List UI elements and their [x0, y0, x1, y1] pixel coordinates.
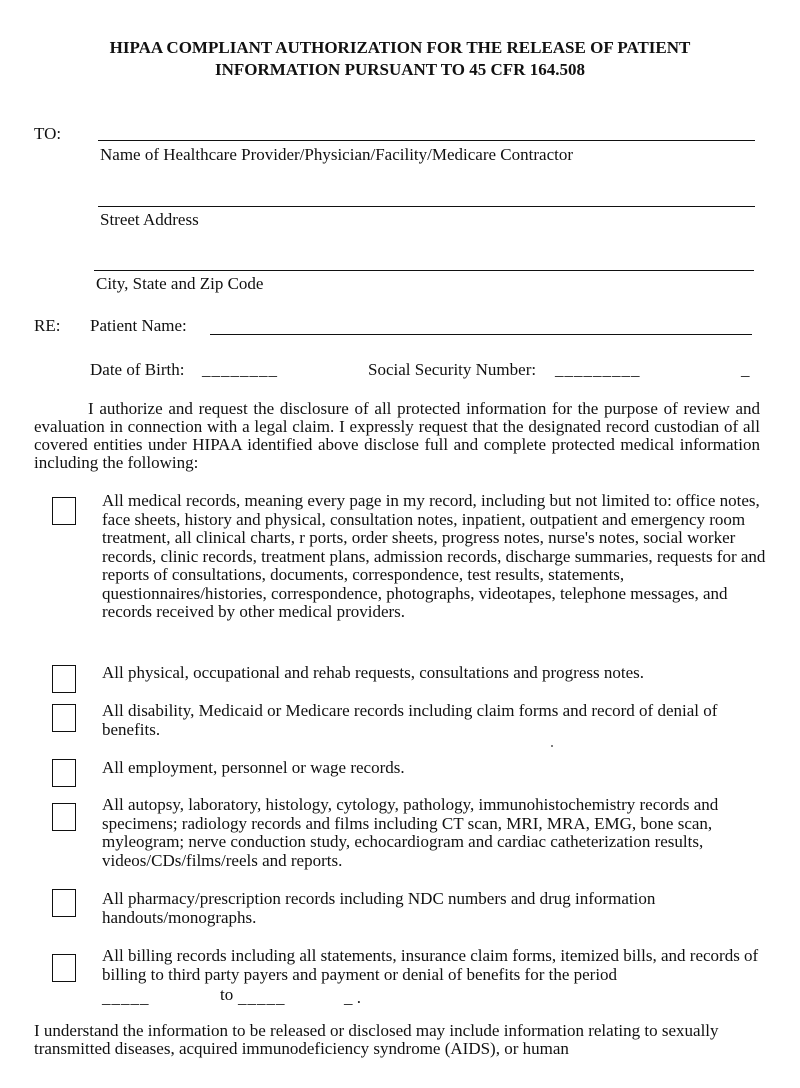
patient-name-label: Patient Name:	[90, 316, 187, 335]
checkbox-disability-records[interactable]	[52, 704, 76, 732]
billing-period-from-blank[interactable]: _____	[102, 988, 150, 1007]
item-autopsy-lab-records: All autopsy, laboratory, histology, cytology, pathology, immunohistochemistry records and specimens; radiology records and films including CT scan, MRI, MRA, EMG, bone scan, myleogram; nerve conduction study, echocardiogram and cardiac catheterization results, videos/CDs/films/reels and reports.	[102, 795, 719, 870]
to-label: TO:	[34, 124, 62, 143]
ssn-trailing-blank: _	[741, 360, 750, 379]
ssn-label: Social Security Number:	[368, 360, 537, 379]
provider-name-label: Name of Healthcare Provider/Physician/Facility/Medicare Contractor	[100, 145, 574, 164]
authorization-paragraph: I authorize and request the disclosure of all protected information for the purpose of review and evaluation in connection with a legal claim. I expressly request that the designated record custodian of all covered entities under HIPAA identified above disclose full and complete protected medical information including the following:	[34, 399, 760, 472]
city-state-zip-line[interactable]	[94, 270, 754, 271]
item-rehab-records: All physical, occupational and rehab requests, consultations and progress notes.	[102, 663, 644, 682]
billing-period-to-blank[interactable]: _____	[238, 988, 286, 1007]
dob-label: Date of Birth:	[90, 360, 185, 379]
checkbox-rehab-records[interactable]	[52, 665, 76, 693]
item-pharmacy-records: All pharmacy/prescription records including NDC numbers and drug information handouts/monographs.	[102, 889, 656, 927]
item-employment-records: All employment, personnel or wage records.	[102, 758, 405, 777]
patient-name-line[interactable]	[210, 334, 752, 335]
item-disability-records: All disability, Medicaid or Medicare records including claim forms and record of denial of benefits.	[102, 701, 718, 739]
checkbox-employment-records[interactable]	[52, 759, 76, 787]
city-state-zip-label: City, State and Zip Code	[96, 274, 264, 293]
closing-paragraph: I understand the information to be released or disclosed may include information relating to sexually transmitted diseases, acquired immunodeficiency syndrome (AIDS), or human	[34, 1021, 719, 1058]
stray-mark	[551, 745, 553, 747]
dob-blank[interactable]: ________	[202, 360, 278, 379]
re-label: RE:	[34, 316, 61, 335]
document-title-line-1: HIPAA COMPLIANT AUTHORIZATION FOR THE RELEASE OF PATIENT	[109, 38, 691, 57]
checkbox-billing-records[interactable]	[52, 954, 76, 982]
checkbox-pharmacy-records[interactable]	[52, 889, 76, 917]
street-address-label: Street Address	[100, 210, 199, 229]
item-billing-records: All billing records including all statements, insurance claim forms, itemized bills, and records of billing to third party payers and payment or denial of benefits for the period	[102, 946, 759, 984]
document-title-line-2: INFORMATION PURSUANT TO 45 CFR 164.508	[215, 60, 585, 79]
checkbox-autopsy-lab-records[interactable]	[52, 803, 76, 831]
item-medical-records: All medical records, meaning every page in my record, including but not limited to: office notes, face sheets, history and physical, consultation notes, inpatient, outpatient and emergency room treatment, all clinical charts, r ports, order sheets, progress notes, nurse's notes, social worker records, clinic records, treatment plans, admission records, discharge summaries, requests for and reports of consultations, documents, correspondence, test results, statements, questionnaires/histories, correspondence, photographs, videotapes, telephone messages, and records received by other medical providers.	[102, 491, 766, 621]
provider-name-line[interactable]	[98, 140, 755, 141]
ssn-blank[interactable]: _________	[555, 360, 641, 379]
checkbox-medical-records[interactable]	[52, 497, 76, 525]
billing-period-trailing: _ .	[344, 988, 361, 1007]
billing-period-to-word: to	[220, 985, 234, 1004]
street-address-line[interactable]	[98, 206, 755, 207]
